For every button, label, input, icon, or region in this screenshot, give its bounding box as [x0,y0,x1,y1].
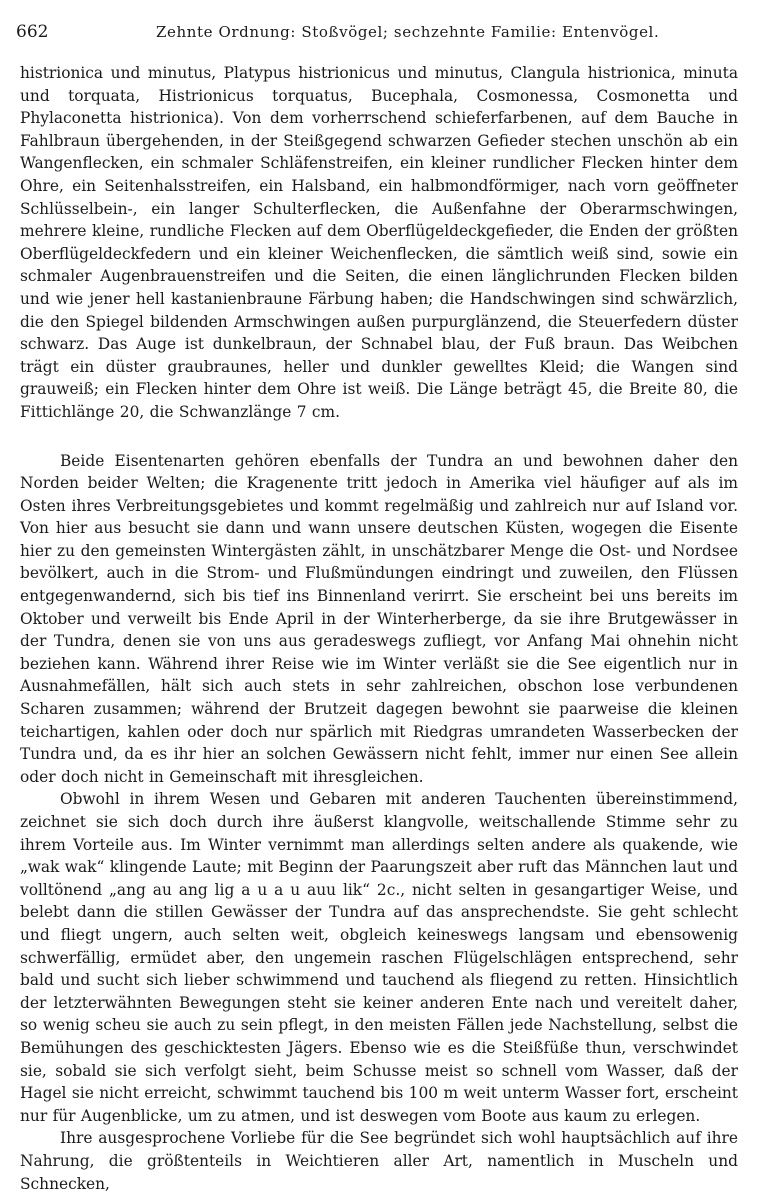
paragraph-continuation: histrionica und minutus, Platypus histrionicus und minutus, Clangula histrionica, minuta und torquata, Histrionicus torquatus, Bucephala, Cosmonessa, Cosmonetta und Phylaconetta histrionica). Von dem vorherrschend schieferfarbenen, auf dem Bauche in Fahlbraun übergehenden, in der Steißgegend schwarzen Gefieder stechen unschön ab ein Wangenflecken, ein schmaler Schläfenstreifen, ein kleiner rundlicher Flecken hinter dem Ohre, ein Seitenhalsstreifen, ein Halsband, ein halbmondförmiger, nach vorn geöffneter Schlüsselbein-, ein langer Schulterflecken, die Außenfahne der Oberarmschwingen, mehrere kleine, rundliche Flecken auf dem Oberflügeldeckgefieder, die Enden der größten Oberflügeldeckfedern und ein kleiner Weichenflecken, die sämtlich weiß sind, sowie ein schmaler Augenbrauenstreifen und die Seiten, die einen länglichrunden Flecken bilden und wie jener hell kastanienbraune Färbung haben; die Handschwingen sind schwärzlich, die den Spiegel bildenden Armschwingen außen purpurglänzend, die Steuerfedern düster schwarz. Das Auge ist dunkelbraun, der Schnabel blau, der Fuß braun. Das Weibchen trägt ein düster graubraunes, heller und dunkler gewelltes Kleid; die Wangen sind grauweiß; ein Flecken hinter dem Ohre ist weiß. Die Länge beträgt 45, die Breite 80, die Fittichlänge 20, die Schwanzlänge 7 cm. [20,64,738,421]
paragraph-behavior: Obwohl in ihrem Wesen und Gebaren mit anderen Tauchenten übereinstimmend, zeichnet sie sich doch durch ihre äußerst klangvolle, weitschallende Stimme sehr zu ihrem Vorteile aus. Im Winter vernimmt man allerdings selten andere als quakende, wie „wak wak“ klingende Laute; mit Beginn der Paarungszeit aber ruft das Männchen laut und volltönend „ang au ang lig a u a u auu lik“ 2c., nicht selten in gesangartiger Weise, und belebt dann die stillen Gewässer der Tundra auf das ansprechendste. Sie geht schlecht und fliegt ungern, auch selten weit, obgleich keineswegs langsam und ebensowenig schwerfällig, ermüdet aber, den ungemein raschen Flügelschlägen entsprechend, sehr bald und sucht sich lieber schwimmend und tauchend als fliegend zu retten. Hinsichtlich der letzterwähnten Bewegungen steht sie keiner anderen Ente nach und vereitelt daher, so wenig scheu sie auch zu sein pflegt, in den meisten Fällen jede Nachstellung, selbst die Bemühungen des geschicktesten Jägers. Ebenso wie es die Steißfüße thun, verschwindet sie, sobald sie sich verfolgt sieht, beim Schusse meist so schnell vom Wasser, daß der Hagel sie nicht erreicht, schwimmt tauchend bis 100 m weit unterm Wasser fort, erscheint nur für Augenblicke, um zu atmen, und ist deswegen vom Boote aus kaum zu erlegen. [20,790,738,1125]
page-body [20,62,738,1195]
page-number: 662 [16,22,49,42]
running-head: Zehnte Ordnung: Stoßvögel; sechzehnte Familie: Entenvögel. [156,23,660,41]
page-header [16,22,751,48]
paragraph-distribution: Beide Eisentenarten gehören ebenfalls der Tundra an und bewohnen daher den Norden beider Welten; die Kragenente tritt jedoch in Amerika viel häufiger auf als im Osten ihres Verbreitungsgebietes und kommt regelmäßig und zahlreich nur auf Island vor. Von hier aus besucht sie dann und wann unsere deutschen Küsten, wogegen die Eisente hier zu den gemeinsten Wintergästen zählt, in unschätzbarer Menge die Ost- und Nordsee bevölkert, auch in die Strom- und Flußmündungen eindringt und zuweilen, den Flüssen entgegenwandernd, sich bis tief ins Binnenland verirrt. Sie erscheint bei uns bereits im Oktober und verweilt bis Ende April in der Winterherberge, da sie ihre Brutgewässer in der Tundra, denen sie von uns aus geradeswegs zufliegt, vor Anfang Mai ohnehin nicht beziehen kann. Während ihrer Reise wie im Winter verläßt sie die See eigentlich nur in Ausnahmefällen, hält sich auch stets in sehr zahlreichen, obschon lose verbundenen Scharen zusammen; während der Brutzeit dagegen bewohnt sie paarweise die kleinen teichartigen, kahlen oder doch nur spärlich mit Riedgras umrandeten Wasserbecken der Tundra und, da es ihr hier an solchen Gewässern nicht fehlt, immer nur einen See allein oder doch nicht in Gemeinschaft mit ihresgleichen. [20,451,738,786]
paragraph-diet: Ihre ausgesprochene Vorliebe für die See begründet sich wohl hauptsächlich auf ihre Nahrung, die größtenteils in Weichtieren aller Art, namentlich in Muscheln und Schnecken, [20,1129,738,1193]
